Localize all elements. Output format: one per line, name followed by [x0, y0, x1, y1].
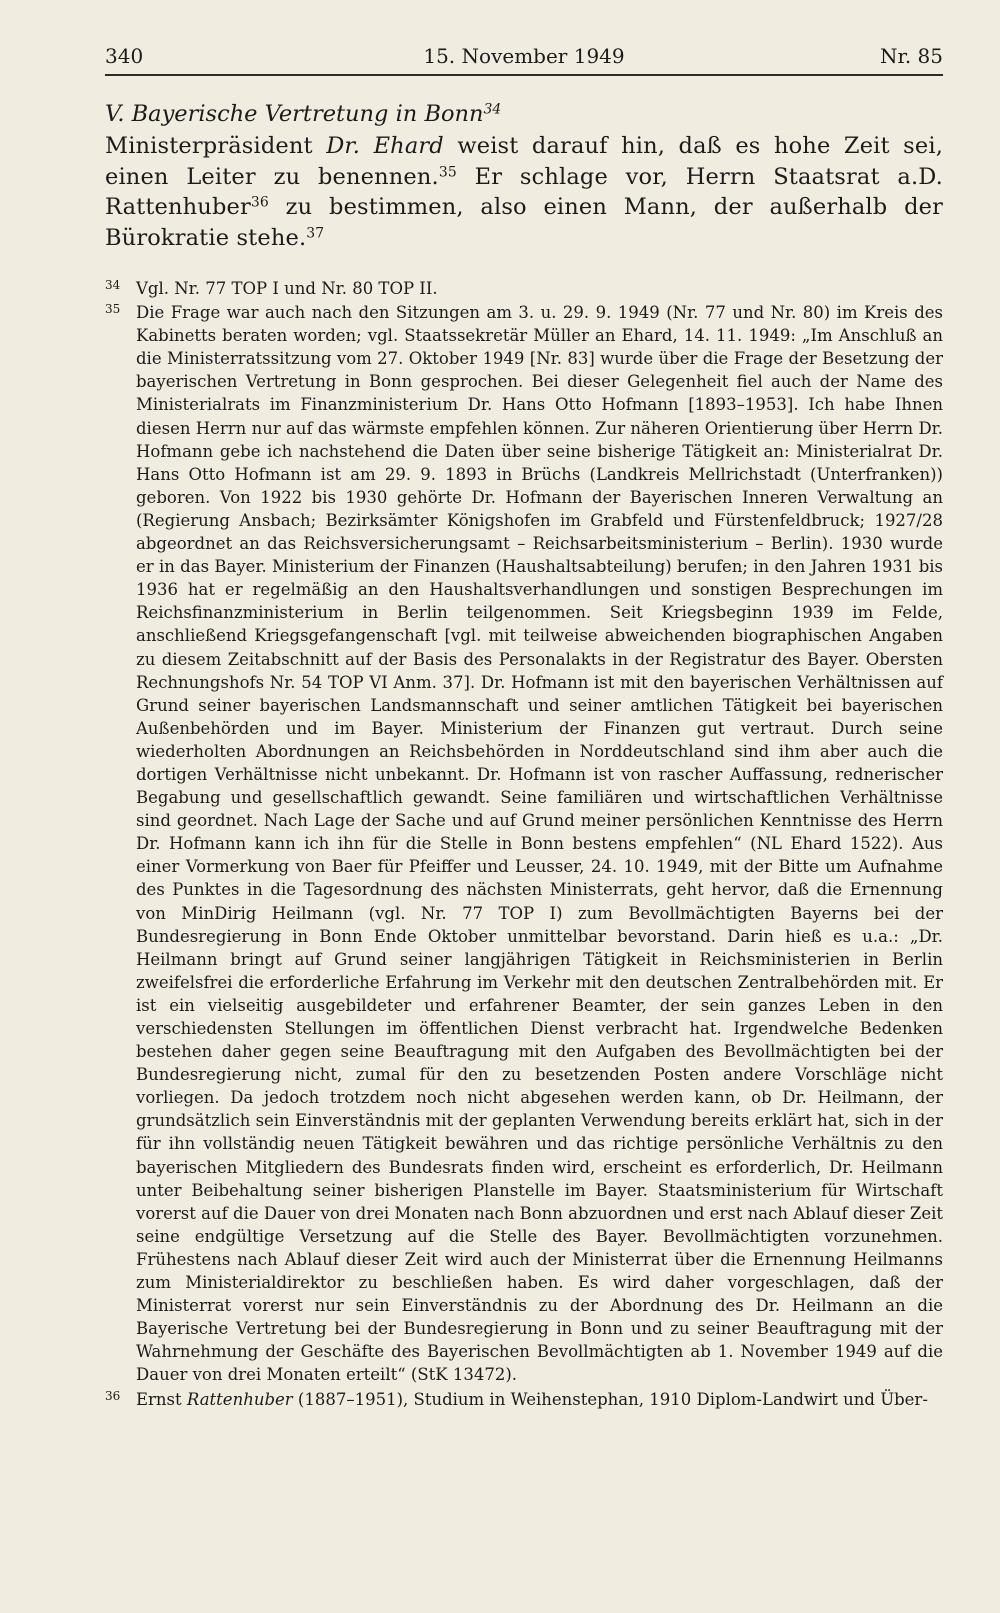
footnote-number: 35	[105, 302, 121, 317]
footnote-text: Vgl. Nr. 77 TOP I und Nr. 80 TOP II.	[136, 279, 438, 298]
body-text	[105, 99, 943, 1412]
footnote-ref-34[interactable]: 34	[483, 101, 502, 118]
footnote-text-post: (1887–1951), Studium in Weihenstephan, 1910 Diplom-Landwirt und Über-	[292, 1389, 928, 1409]
page-number: 340	[105, 44, 144, 68]
footnote-ref-36[interactable]: 36	[250, 194, 269, 211]
section-heading-text: V. Bayerische Vertretung in Bonn	[105, 101, 484, 127]
footnote-35	[105, 301, 943, 1386]
main-paragraph	[105, 131, 943, 253]
footnote-number: 36	[105, 1388, 121, 1403]
footnote-ref-37[interactable]: 37	[306, 224, 325, 241]
main-text-2: weist darauf hin, daß es hohe Zeit sei, einen Leiter zu benennen.	[105, 133, 943, 190]
footnote-text-pre: Ernst	[136, 1389, 187, 1409]
footnote-text: Die Frage war auch nach den Sitzungen am 3. u. 29. 9. 1949 (Nr. 77 und Nr. 80) im Kreis des Kabinetts beraten worden; vgl. Staatssekretär Müller an Ehard, 14. 11. 1949: „Im Anschluß an die Ministerratssitzung vom 27. Oktober 1949 [Nr. 83] wurde über die Frage der Besetzung der bayerischen Vertretung in Bonn gesprochen. Bei dieser Gelegenheit fiel auch der Name des Ministerialrats im Finanzministerium Dr. Hans Otto Hofmann [1893–1953]. Ich habe Ihnen diesen Herrn nur auf das wärmste empfehlen können. Zur näheren Orientierung über Herrn Dr. Hofmann gebe ich nachstehend die Daten über seine bisherige Tätigkeit an: Ministerialrat Dr. Hans Otto Hofmann ist am 29. 9. 1893 in Brüchs (Landkreis Mellrichstadt (Unterfranken)) geboren. Von 1922 bis 1930 gehörte Dr. Hofmann der Bayerischen Inneren Verwaltung an (Regierung Ansbach; Bezirksämter Königshofen im Grabfeld und Fürstenfeldbruck; 1927/28 abgeordnet an das Reichsversicherungsamt – Reichsarbeitsministerium – Berlin). 1930 wurde er in das Bayer. Ministerium der Finanzen (Haushaltsabteilung) berufen; in den Jahren 1931 bis 1936 hat er regelmäßig an den Haushaltsverhandlungen und sonstigen Besprechungen im Reichsfinanzministerium in Berlin teilgenommen. Seit Kriegsbeginn 1939 im Felde, anschließend Kriegsgefangenschaft [vgl. mit teilweise abweichenden biographischen Angaben zu diesem Zeitabschnitt auf der Basis des Personalakts in der Registratur des Bayer. Obersten Rechnungshofs Nr. 54 TOP VI Anm. 37]. Dr. Hofmann ist mit den bayerischen Verhältnissen auf Grund seiner bayerischen Landsmannschaft und seiner amtlichen Tätigkeit bei bayerischen Außenbehörden und im Bayer. Ministerium der Finanzen gut vertraut. Durch seine wiederholten Abordnungen an Reichsbehörden in Norddeutschland sind ihm aber auch die dortigen Verhältnisse nicht unbekannt. Dr. Hofmann ist von rascher Auffassung, rednerischer Begabung und gesellschaftlich gewandt. Seine familiären und wirtschaftlichen Verhältnisse sind geordnet. Nach Lage der Sache und auf Grund meiner persönlichen Kenntnisse des Herrn Dr. Hofmann kann ich ihn für die Stelle in Bonn bestens empfehlen“ (NL Ehard 1522). Aus einer Vormerkung von Baer für Pfeiffer und Leusser, 24. 10. 1949, mit der Bitte um Aufnahme des Punktes in die Tagesordnung des nächsten Ministerrats, geht hervor, daß die Ernennung von MinDirig Heilmann (vgl. Nr. 77 TOP I) zum Bevollmächtigten Bayerns bei der Bundesregierung in Bonn Ende Oktober unmittelbar bevorstand. Darin hieß es u.a.: „Dr. Heilmann bringt auf Grund seiner langjährigen Tätigkeit in Reichsministerien in Berlin zweifelsfrei die erforderliche Erfahrung im Verkehr mit den deutschen Zentralbehörden mit. Er ist ein vielseitig ausgebildeter und erfahrener Beamter, der sein ganzes Leben in den verschiedensten Stellungen im öffentlichen Dienst verbracht hat. Irgendwelche Bedenken bestehen daher gegen seine Beauftragung mit den Aufgaben des Bevollmächtigten bei der Bundesregierung nicht, zumal für den zu besetzenden Posten andere Vorschläge nicht vorliegen. Da jedoch trotzdem noch nicht abgesehen werden kann, ob Dr. Heilmann, der grundsätzlich sein Einverständnis mit der geplanten Verwendung bereits erklärt hat, sich in der für ihn vollständig neuen Tätigkeit bewähren und das richtige persönliche Verhältnis zu den bayerischen Mitgliedern des Bundesrats finden wird, erscheint es erforderlich, Dr. Heilmann unter Beibehaltung seiner bisherigen Planstelle im Bayer. Staatsministerium für Wirtschaft vorerst auf die Dauer von drei Monaten nach Bonn abzuordnen und erst nach Ablauf dieser Zeit seine endgültige Versetzung auf die Stelle des Bayer. Bevollmächtigten vorzunehmen. Frühestens nach Ablauf dieser Zeit wird auch der Ministerrat über die Ernennung Heilmanns zum Ministerialdirektor zu beschließen haben. Es wird daher vorgeschlagen, daß der Ministerrat vorerst nur sein Einverständnis zu der Abordnung des Dr. Heilmann an die Bayerische Vertretung bei der Bundesregierung in Bonn und zu seiner Beauftragung mit der Wahrnehmung der Geschäfte des Bayerischen Bevollmächtigten ab 1. November 1949 auf die Dauer von drei Monaten erteilt“ (StK 13472).	[136, 303, 943, 1385]
header-date: 15. November 1949	[423, 44, 625, 68]
footnote-ref-35[interactable]: 35	[438, 163, 457, 180]
main-text-4: zu bestimmen, also einen Mann, der außerhalb der Bürokratie stehe.	[105, 194, 943, 251]
document-number: Nr. 85	[879, 44, 943, 68]
person-name-rattenhuber: Rattenhuber	[186, 1389, 293, 1409]
person-name-ehard: Dr. Ehard	[326, 133, 444, 159]
running-header	[105, 38, 943, 76]
main-text-1: Ministerpräsident	[105, 133, 327, 159]
footnote-number: 34	[105, 278, 121, 292]
section-heading	[105, 99, 943, 129]
footnote-36	[105, 1388, 943, 1411]
main-text-3: Er schlage vor, Herrn Staatsrat a.D. Rattenhuber	[105, 163, 943, 220]
footnote-34	[105, 277, 943, 300]
footnotes	[105, 277, 943, 1411]
